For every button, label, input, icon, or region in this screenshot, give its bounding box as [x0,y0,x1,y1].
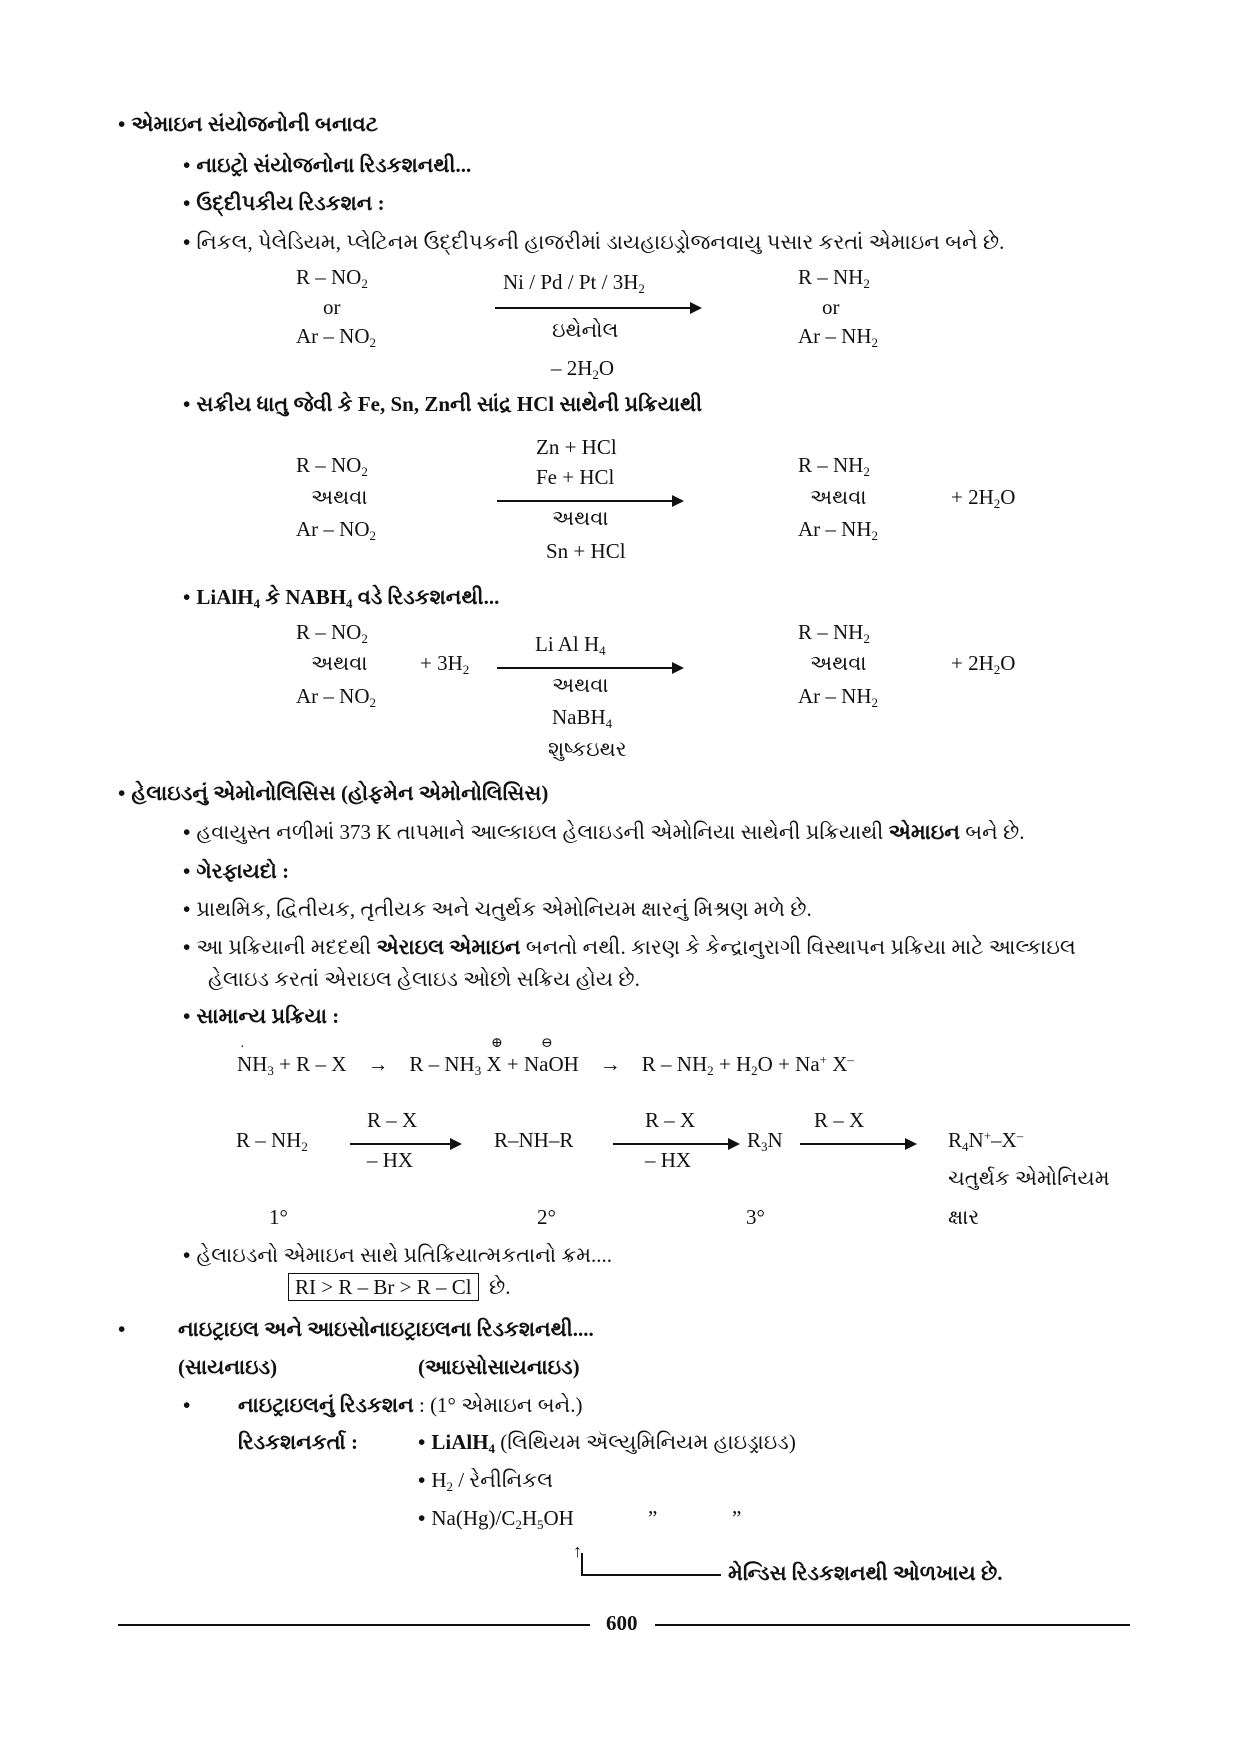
reaction-arrow [497,500,682,502]
product-r-nh2: R – $NH_2$ [798,265,870,291]
arrow2-below: – HX [645,1148,692,1172]
reagent-sn-hcl: Sn + HCl [546,539,626,563]
degree-1: 1° [269,1205,288,1229]
or-below: અથવા [552,673,609,697]
quaternary-salt: $R_4N^+-X^-$ [948,1128,1024,1154]
reactant-r-no2: R – $NO_2$ [296,620,368,646]
reactant-r-no2: R – $NO_2$ [296,265,368,291]
heading-nitrile-reduction: • નાઇટ્રાઇલ અને આઇસોનાઇટ્રાઇલના રિડકશનથી.... [118,1317,594,1341]
or-below: અથવા [552,506,609,530]
product-r-nh2: R – $NH_2$ [798,620,870,646]
or-label-2: or [822,295,840,319]
heading-amine-preparation: • એમાઇન સંયોજનોની બનાવટ [118,112,378,136]
bullet-catalyst-text: • નિકલ, પેલેડિયમ, પ્લેટિનમ ઉદ્દીપકની હાજરીમાં ડાયહાઇડ્રોજનવાયુ પસાર કરતાં એમાઇન બને છે. [183,230,1004,254]
product-ar-nh2: Ar – $NH_2$ [798,324,878,350]
bullet-catalytic-reduction: • ઉદ્દીપકીય રિડકશન : [183,191,385,215]
tertiary-amine: $R_3N$ [747,1128,783,1154]
equation-ammonolysis: $NH_3 + R - X$ → R – $NH_3$ X + NaOH → $R - NH_2 + H_2O + Na^+$ X– [237,1052,854,1078]
product-r-nh2: R – $NH_2$ [798,453,870,479]
reagent-fe-hcl: Fe + HCl [536,465,615,489]
degree-3: 3° [746,1205,765,1229]
quaternary-name: ચતુર્થક એમોનિયમ [948,1166,1110,1190]
quaternary-name-2: ક્ષાર [948,1205,980,1229]
bullet-mixture: • પ્રાથમિક, દ્વિતીયક, તૃતીયક અને ચતુર્થક એમોનિયમ ક્ષારનું મિશ્રણ મળે છે. [183,897,812,921]
bullet-active-metal: • સક્રીય ધાતુ જેવી કે Fe, Sn, Znની સાંદ્ર HCl સાથેની પ્રક્રિયાથી [183,392,702,416]
label-cyanide: (સાયનાઇડ) [178,1355,278,1379]
reactant-ar-no2: Ar – $NO_2$ [296,684,376,710]
or-label: or [323,295,341,319]
or-label-2: અથવા [810,485,867,509]
heading-ammonolysis: • હેલાઇડનું એમોનોલિસિસ (હોફમેન એમોનોલિસિસ) [118,781,548,805]
arrow2 [613,1143,738,1145]
order-box: RI > R – Br > R – Cl [288,1273,479,1301]
mendius-note: મેન્ડિસ રિડકશનથી ઓળખાય છે. [728,1561,1003,1585]
solvent-ethanol: ઇથેનોલ [552,318,619,342]
up-arrow-line [581,1574,721,1576]
bullet-general-reaction: • સામાન્ય પ્રક્રિયા : [183,1004,339,1028]
bullet-reactivity-order: • હેલાઇડનો એમાઇન સાથે પ્રતિક્રિયાત્મકતાનો ક્રમ.... [183,1243,612,1267]
water-loss: – $2H_2O$ [551,356,615,382]
reducer-lialh4: • LiAlH$_4$ (લિથિયમ ઍલ્યુમિનિયમ હાઇડ્રાઇડ) [418,1430,796,1454]
primary-amine: R – $NH_2$ [236,1128,308,1154]
secondary-amine: R–NH–R [494,1128,574,1152]
reaction-arrow [497,667,682,669]
reagent-nabh4: NaBH$_4$ [552,705,613,731]
label-isocyanide: (આઇસોસાયનાઇડ) [418,1355,580,1379]
product-ar-nh2: Ar – $NH_2$ [798,684,878,710]
aryl-amine-line2: હેલાઇડ કરતાં એરાઇલ હેલાઇડ ઓછો સક્રિય હોય છે. [208,967,640,991]
page-number: 600 [606,1611,638,1635]
reagent-zn-hcl: Zn + HCl [536,435,617,459]
bullet-aryl-amine: • આ પ્રક્રિયાની મદદથી એરાઇલ એમાઇન બનતો નથી. કારણ કે કેન્દ્રાનુરાગી વિસ્થાપન પ્રક્રિયા માટે આલ્કાઇલ [183,935,1076,959]
solvent-dry-ether: શુષ્કઇથર [548,737,627,761]
reactant-ar-no2: Ar – $NO_2$ [296,517,376,543]
or-label: અથવા [311,485,368,509]
bullet-lialh4: • LiAlH$_4$ કે $NABH_4$ વડે રિડકશનથી... [183,585,499,609]
arrow1-above: R – X [367,1108,418,1132]
arrow1 [350,1143,460,1145]
plus-charge-circle: ⊕ [491,1036,503,1051]
bullet-sealed-tube: • હવાયુસ્ત નળીમાં 373 K તાપમાને આલ્કાઇલ હેલાઇડની એમોનિયા સાથેની પ્રક્રિયાથી એમાઇન બને છે. [183,820,1024,844]
or-label-2: અથવા [810,651,867,675]
reactivity-order: RI > R – Br > R – Cl છે. [288,1275,511,1299]
product-ar-nh2: Ar – $NH_2$ [798,517,878,543]
arrow3-above: R – X [814,1108,865,1132]
bullet-disadvantage: • ગેરફાયદો : [183,859,289,883]
reducer-h2-raney: • $H_2$ / રેનીનિકલ [418,1468,553,1492]
water-product: + $2H_2O$ [951,651,1016,677]
degree-2: 2° [537,1205,556,1229]
bullet-nitrile: • નાઇટ્રાઇલનું રિડકશન : (1° એમાઇન બને.) [183,1393,583,1417]
lone-pair-dot: · [240,1040,245,1055]
plus-3h2: + $3H_2$ [420,651,470,677]
label-reducer: રિડકશનકર્તા : [238,1430,358,1454]
arrow2-above: R – X [645,1108,696,1132]
minus-charge-circle: ⊖ [541,1036,553,1051]
footer-rule-right [655,1624,1130,1626]
reagent-above: Ni / Pd / Pt / $3H_2$ [503,270,645,296]
reaction-arrow [495,307,700,309]
up-arrow-icon: ↑ [573,1541,582,1561]
arrow3 [800,1143,915,1145]
bullet-nitro-reduction: • નાઇટ્રો સંયોજનોના રિડકશનથી... [183,153,471,177]
ditto-mark-2: ” [732,1506,742,1530]
reagent-lialh4: Li Al $H_4$ [535,632,606,658]
ditto-mark-1: ” [648,1506,658,1530]
or-label: અથવા [311,651,368,675]
reducer-na-hg: • $Na(Hg)/C_2H_5OH$ [418,1506,574,1530]
reactant-r-no2: R – $NO_2$ [296,453,368,479]
reactant-ar-no2: Ar – $NO_2$ [296,324,376,350]
footer-rule-left [118,1624,590,1626]
arrow1-below: – HX [367,1148,414,1172]
water-product: + $2H_2O$ [951,485,1016,511]
